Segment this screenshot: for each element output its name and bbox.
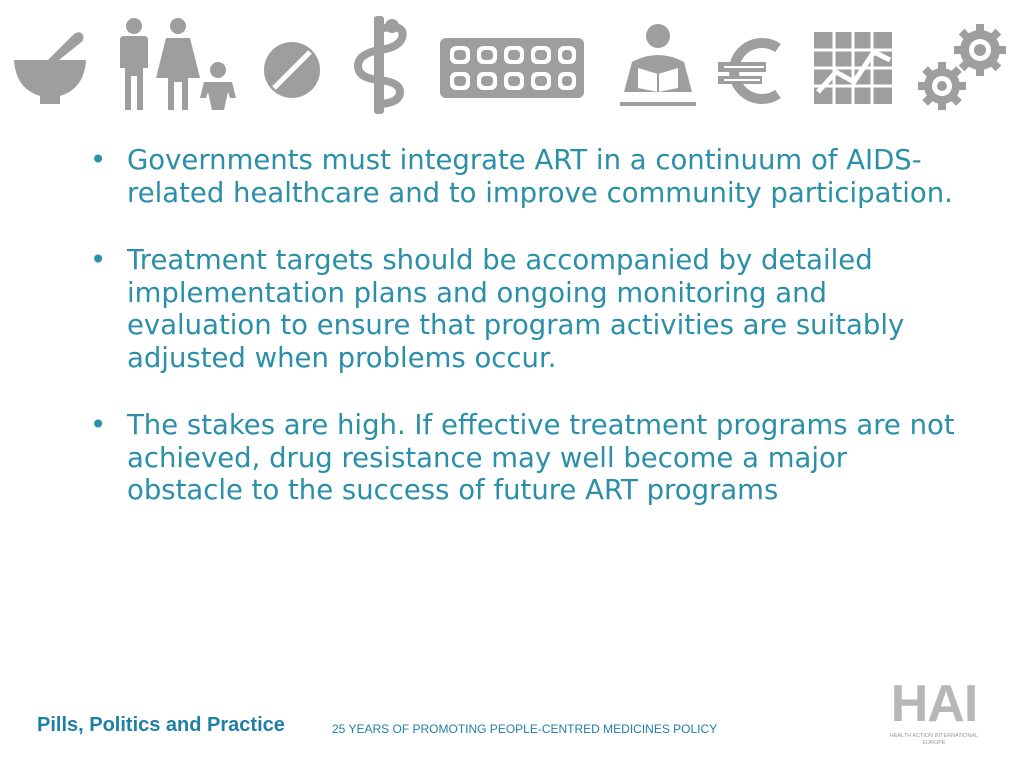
footer-subtitle: 25 YEARS OF PROMOTING PEOPLE-CENTRED MEDICINES POLICY: [332, 722, 718, 736]
hai-logo-tagline-line2: EUROPE: [922, 740, 946, 746]
chart-grid-icon: [814, 32, 892, 104]
bullet-item: • Treatment targets should be accompanied by detailed implementation plans and ongoing monitoring and evaluation to ensure that program activities are suitably adjusted when problems occur.: [88, 244, 968, 374]
blister-pack-icon: [440, 38, 584, 98]
caduceus-icon: [346, 14, 412, 118]
euro-icon: [716, 36, 788, 106]
hai-logo: [882, 676, 986, 756]
bullet-item: • The stakes are high. If effective treatment programs are not achieved, drug resistance may well become a major obstacle to the success of future ART programs: [88, 409, 968, 507]
bullet-item: • Governments must integrate ART in a continuum of AIDS-related healthcare and to improve community participation.: [88, 144, 968, 209]
reader-icon: [618, 22, 698, 112]
hai-logo-tagline: [882, 733, 986, 747]
family-icon: [112, 16, 238, 116]
bullet-list: [88, 144, 968, 542]
header-icon-bar: [0, 10, 1024, 120]
hai-logo-tagline-line1: HEALTH ACTION INTERNATIONAL: [889, 733, 979, 739]
pill-icon: [262, 40, 322, 100]
hai-logo-word: HAI: [890, 675, 978, 733]
gears-icon: [914, 20, 1010, 116]
footer-title: Pills, Politics and Practice: [37, 714, 285, 736]
mortar-pestle-icon: [12, 28, 88, 108]
